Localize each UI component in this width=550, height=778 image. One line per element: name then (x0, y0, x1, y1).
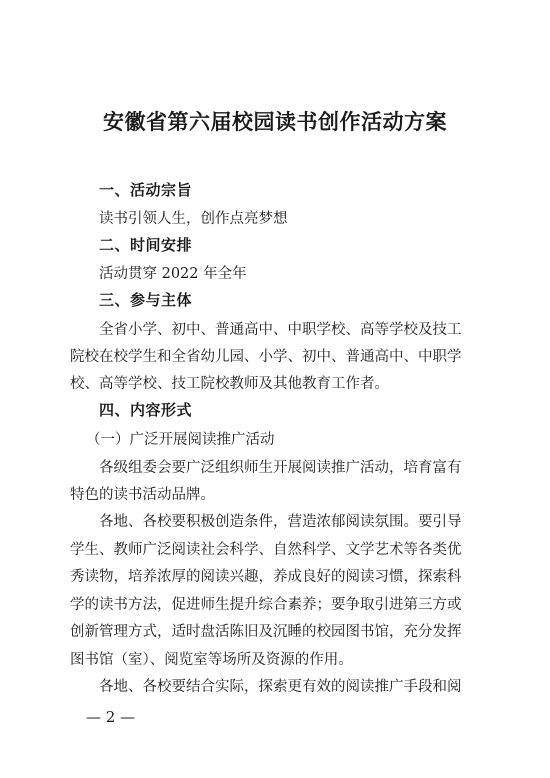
body-line: 各地、各校要结合实际，探索更有效的阅读推广手段和阅 (99, 679, 462, 695)
document-title: 安徽省第六届校园读书创作活动方案 (103, 109, 447, 134)
section-heading-participants: 三、参与主体 (99, 291, 193, 309)
body-line: 图书馆（室）、阅览室等场所及资源的作用。 (70, 652, 353, 668)
body-line: 学生、教师广泛阅读社会科学、自然科学、文学艺术等各类优 (70, 542, 462, 558)
body-line: 各级组委会要广泛组织师生开展阅读推广活动，培育富有 (99, 460, 462, 476)
body-line: 各地、各校要积极创造条件，营造浓郁阅读氛围。要引导 (99, 514, 462, 530)
section-heading-purpose: 一、活动宗旨 (99, 181, 193, 199)
body-line: 创新管理方式，适时盘活陈旧及沉睡的校园图书馆，充分发挥 (70, 624, 462, 640)
body-line: 学的读书方法，促进师生提升综合素养；要争取引进第三方或 (70, 597, 462, 613)
body-line: 校、高等学校、技工院校教师及其他教育工作者。 (70, 376, 389, 392)
section-heading-schedule: 二、时间安排 (99, 236, 193, 254)
body-line: 全省小学、初中、普通高中、中职学校、高等学校及技工 (99, 322, 462, 338)
body-line: 秀读物，培养浓厚的阅读兴趣，养成良好的阅读习惯，探索科 (70, 569, 462, 585)
body-line: 活动贯穿 2022 年全年 (99, 266, 247, 282)
body-line: 特色的读书活动品牌。 (70, 487, 215, 503)
section-heading-content: 四、内容形式 (99, 401, 193, 419)
subsection-heading: （一）广泛开展阅读推广活动 (86, 432, 275, 448)
body-line: 读书引领人生，创作点亮梦想 (99, 211, 288, 227)
page-number: — 2 — (86, 708, 136, 726)
body-line: 院校在校学生和全省幼儿园、小学、初中、普通高中、中职学 (70, 349, 462, 365)
